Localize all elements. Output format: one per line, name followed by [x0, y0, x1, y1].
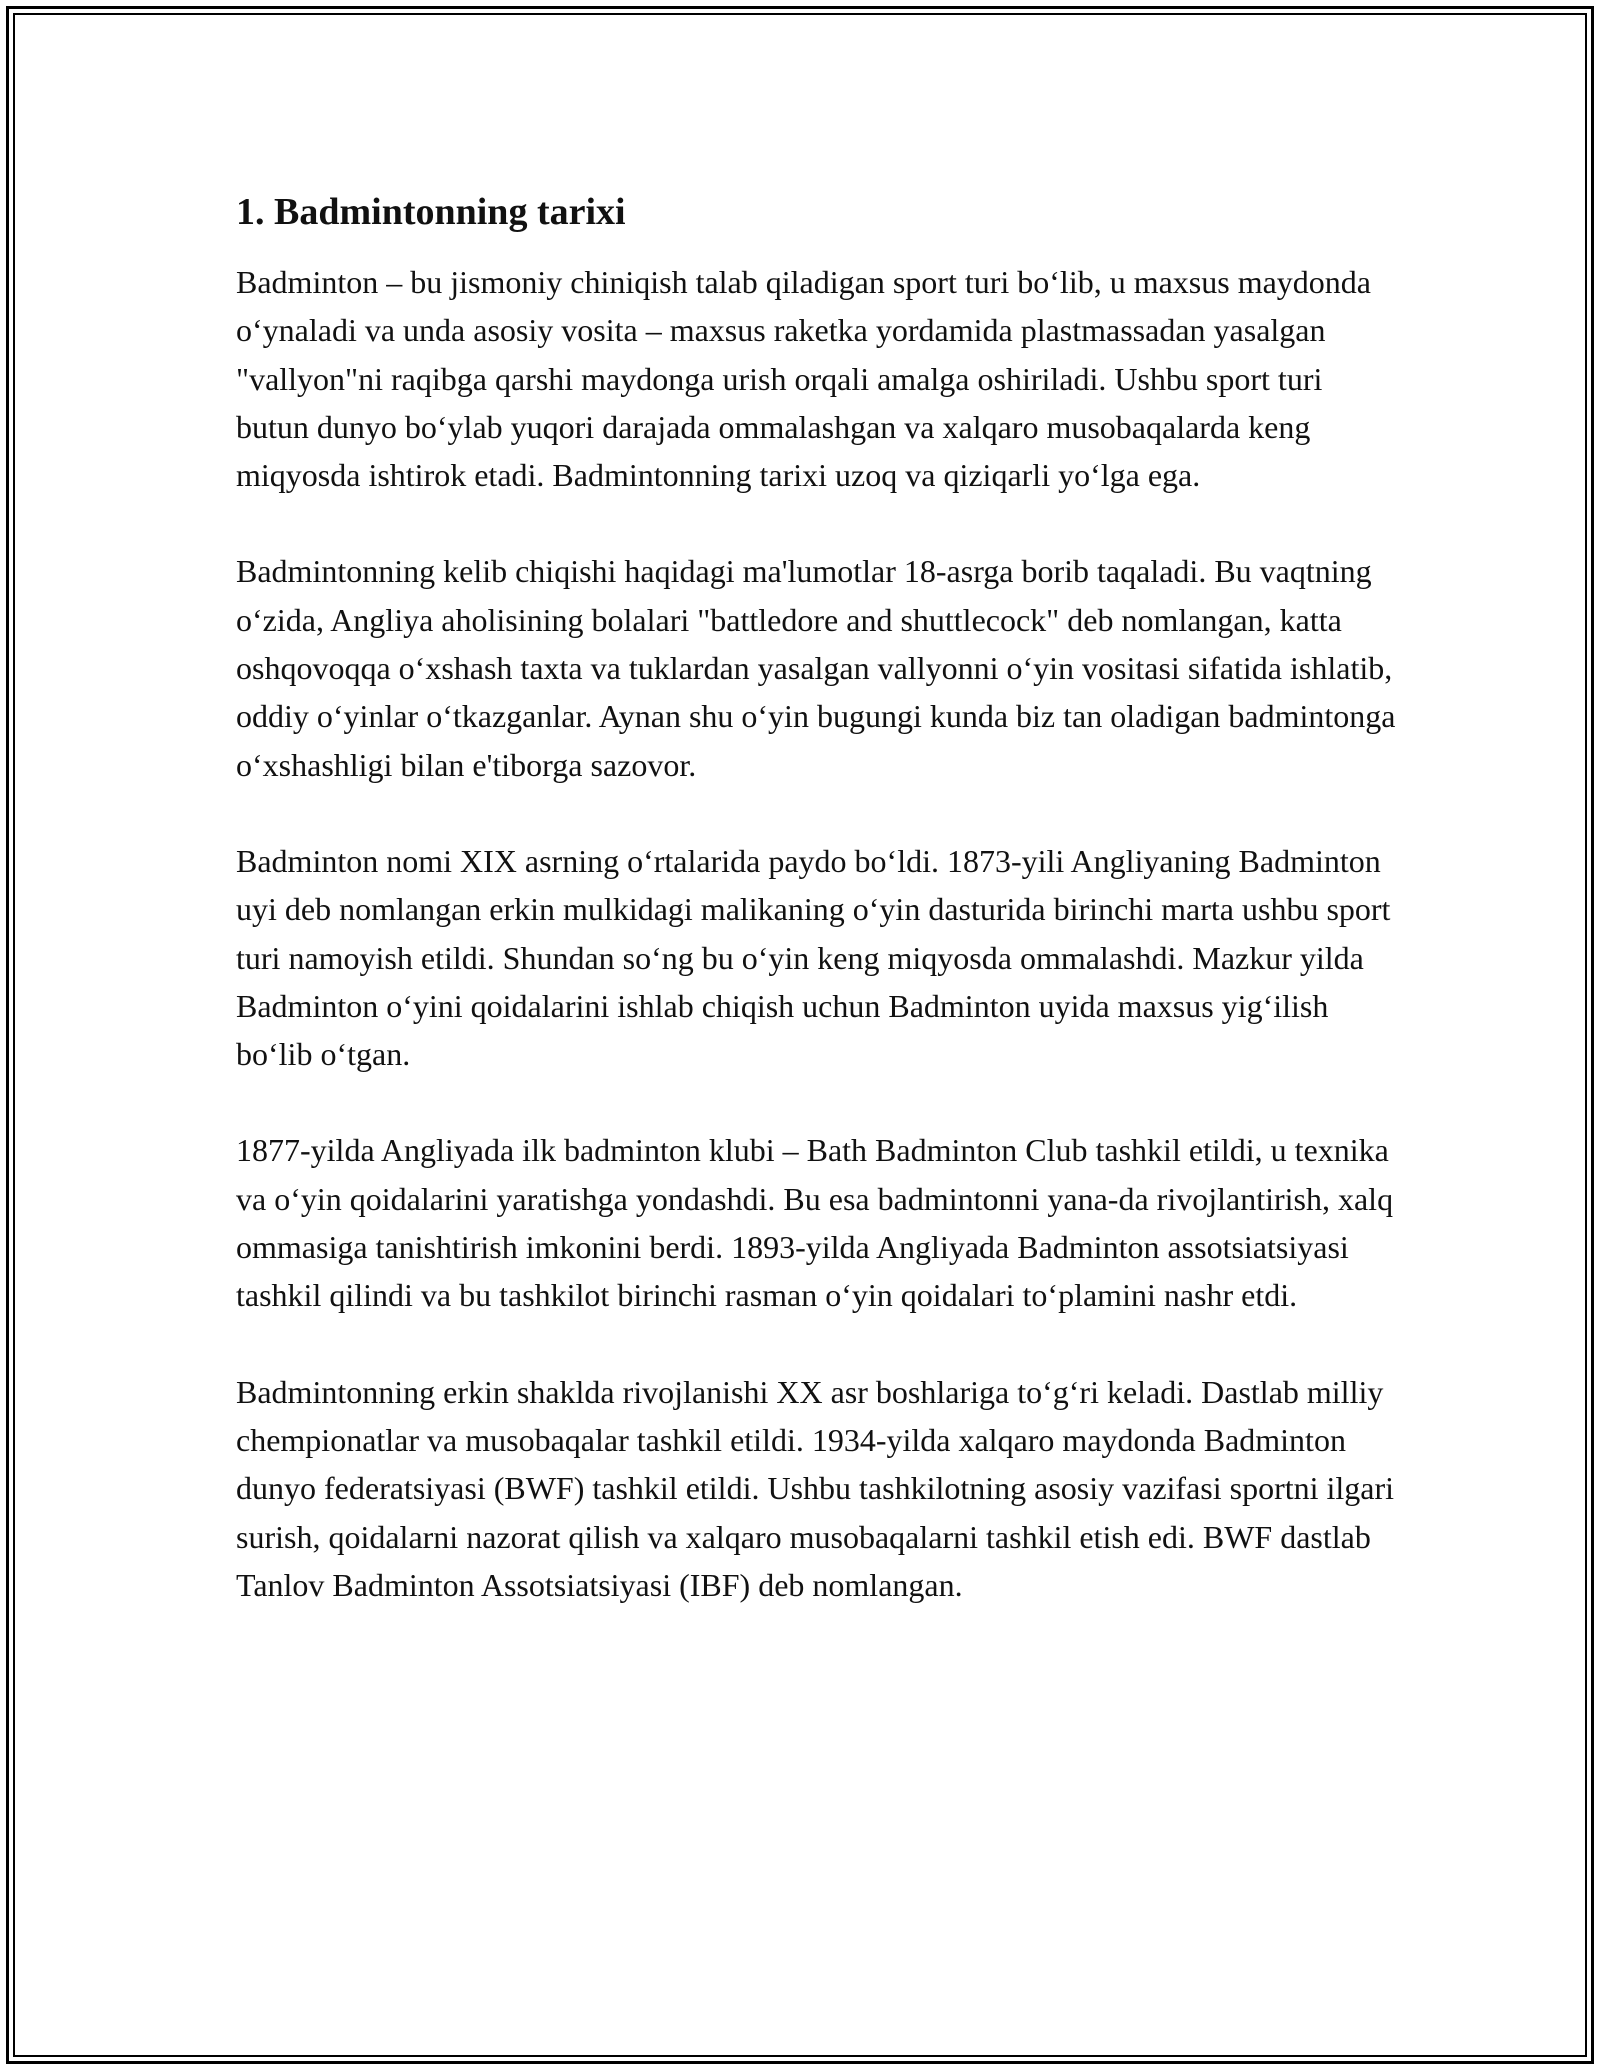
- document-body: [236, 186, 1396, 1657]
- paragraph-4: 1877-yilda Angliyada ilk badminton klubi – Bath Badminton Club tashkil etildi, u texnika va o‘yin qoidalarini yaratishga yondashdi. Bu esa badmintonni yana-da rivojlantirish, xalq ommasiga tanishtirish imkonini berdi. 1893-yilda Angliyada Badminton assotsiatsiyasi tashkil qilindi va bu tashkilot birinchi rasman o‘yin qoidalari to‘plamini nashr etdi.: [236, 1132, 1394, 1314]
- paragraph-5: Badmintonning erkin shaklda rivojlanishi XX asr boshlariga to‘g‘ri keladi. Dastlab milliy chempionatlar va musobaqalar tashkil etildi. 1934-yilda xalqaro maydonda Badminton dunyo federatsiyasi (BWF) tashkil etildi. Ushbu tashkilotning asosiy vazifasi sportni ilgari surish, qoidalarni nazorat qilish va xalqaro musobaqalarni tashkil etish edi. BWF dastlab Tanlov Badminton Assotsiatsiyasi (IBF) deb nomlangan.: [236, 1373, 1395, 1603]
- paragraph-2: Badmintonning kelib chiqishi haqidagi ma'lumotlar 18-asrga borib taqaladi. Bu vaqtning o‘zida, Angliya aholisining bolalari "battledore and shuttlecock" deb nomlangan, katta oshqovoqqa o‘xshash taxta va tuklardan yasalgan vallyonni o‘yin vositasi sifatida ishlatib, oddiy o‘yinlar o‘tkazganlar. Aynan shu o‘yin bugungi kunda biz tan oladigan badmintonga o‘xshashligi bilan e'tiborga sazovor.: [236, 553, 1396, 783]
- paragraph-1: Badminton – bu jismoniy chiniqish talab qiladigan sport turi bo‘lib, u maxsus maydonda o‘ynaladi va unda asosiy vosita – maxsus raketka yordamida plastmassadan yasalgan "vallyon"ni raqibga qarshi maydonga urish orqali amalga oshiriladi. Ushbu sport turi butun dunyo bo‘ylab yuqori darajada ommalashgan va xalqaro musobaqalarda keng miqyosda ishtirok etadi. Badmintonning tarixi uzoq va qiziqarli yo‘lga ega.: [236, 264, 1371, 494]
- paragraph-3: Badminton nomi XIX asrning o‘rtalarida paydo bo‘ldi. 1873-yili Angliyaning Badminton uyi deb nomlangan erkin mulkidagi malikaning o‘yin dasturida birinchi marta ushbu sport turi namoyish etildi. Shundan so‘ng bu o‘yin keng miqyosda ommalashdi. Mazkur yilda Badminton o‘yini qoidalarini ishlab chiqish uchun Badminton uyida maxsus yig‘ilish bo‘lib o‘tgan.: [236, 842, 1391, 1073]
- section-heading: 1. Badmintonning tarixi: [236, 191, 626, 233]
